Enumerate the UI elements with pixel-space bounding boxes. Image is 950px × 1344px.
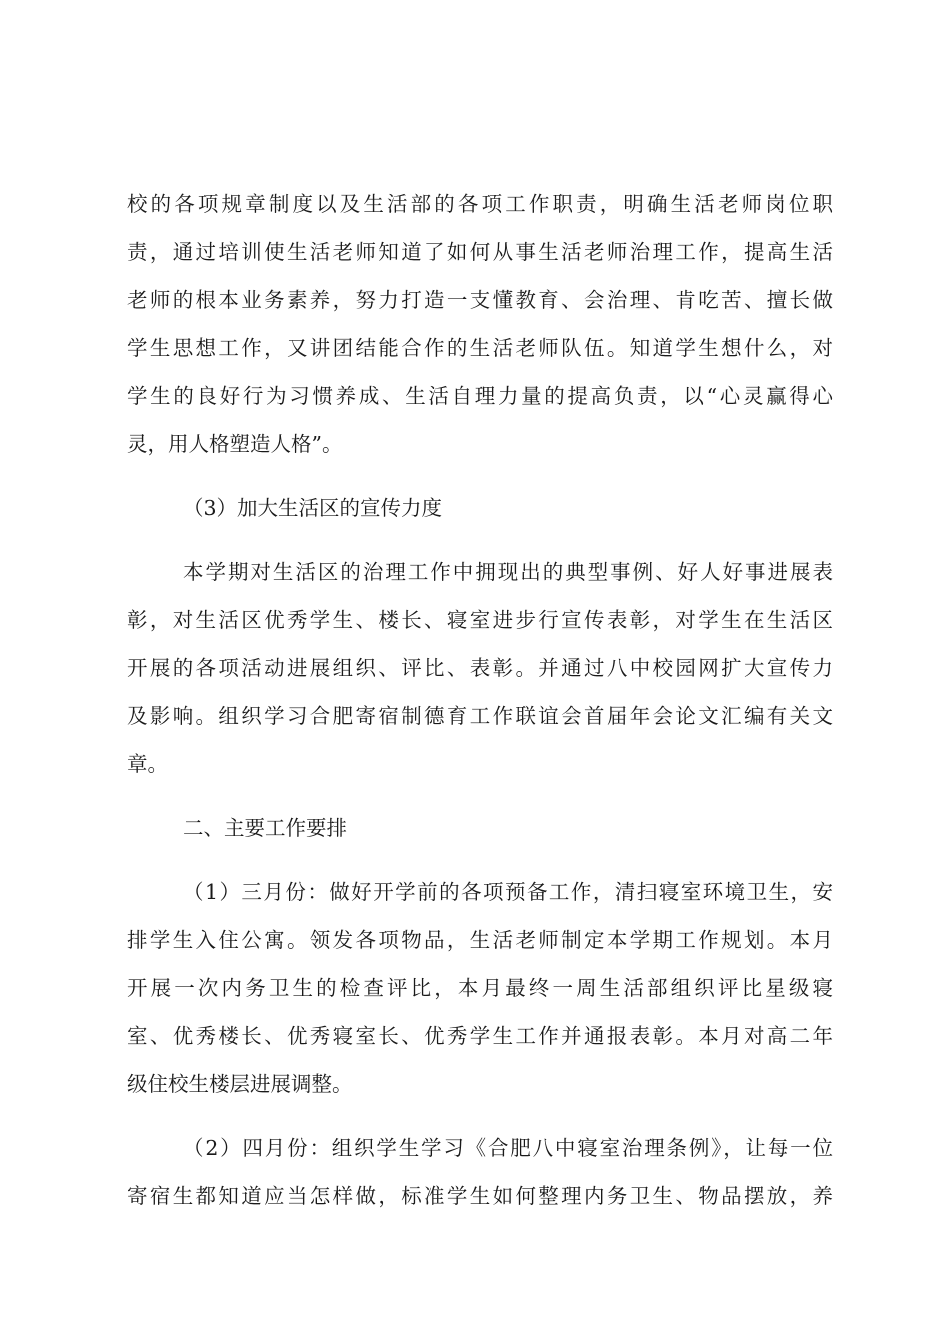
paragraph-publicity [127, 548, 833, 788]
text-line: 级住校生楼层进展调整。 [127, 1072, 353, 1096]
paragraph-spacer [127, 788, 833, 804]
heading-text: 二、主要工作要排 [183, 816, 347, 840]
text-line: 彰，对生活区优秀学生、楼长、寝室进步行宣传表彰，对学生在生活区 [127, 608, 833, 632]
text-line: 开展的各项活动进展组织、评比、表彰。并通过八中校园网扩大宣传力 [127, 656, 833, 680]
text-line: （1）三月份：做好开学前的各项预备工作，清扫寝室环境卫生，安 [183, 880, 833, 904]
text-line: 开展一次内务卫生的检查评比，本月最终一周生活部组织评比星级寝 [127, 976, 833, 1000]
text-line: 室、优秀楼长、优秀寝室长、优秀学生工作并通报表彰。本月对高二年 [127, 1024, 833, 1048]
paragraph-spacer [127, 532, 833, 548]
paragraph-april [127, 1124, 833, 1220]
text-line: 学生的良好行为习惯养成、生活自理力量的提高负责，以“心灵赢得心 [127, 384, 833, 408]
text-line: 校的各项规章制度以及生活部的各项工作职责，明确生活老师岗位职 [127, 192, 833, 216]
text-line: （2）四月份：组织学生学习《合肥八中寝室治理条例》，让每一位 [183, 1136, 833, 1160]
text-line: 寄宿生都知道应当怎样做，标准学生如何整理内务卫生、物品摆放，养 [127, 1184, 833, 1208]
text-line: 排学生入住公寓。领发各项物品，生活老师制定本学期工作规划。本月 [127, 928, 833, 952]
paragraph-spacer [127, 1108, 833, 1124]
text-line: 及影响。组织学习合肥寄宿制德育工作联谊会首届年会论文汇编有关文 [127, 704, 833, 728]
paragraph-spacer [127, 468, 833, 484]
section-heading-publicity [127, 484, 833, 532]
paragraph-spacer [127, 852, 833, 868]
paragraph-staff-training [127, 180, 833, 468]
document-body [127, 180, 833, 1220]
subheading-text: （3）加大生活区的宣传力度 [183, 496, 443, 520]
paragraph-march [127, 868, 833, 1108]
text-line: 责，通过培训使生活老师知道了如何从事生活老师治理工作，提高生活 [127, 240, 833, 264]
text-line: 灵，用人格塑造人格”。 [127, 432, 343, 456]
section-heading-main-work [127, 804, 833, 852]
text-line: 学生思想工作，又讲团结能合作的生活老师队伍。知道学生想什么，对 [127, 336, 833, 360]
text-line: 本学期对生活区的治理工作中拥现出的典型事例、好人好事进展表 [183, 560, 833, 584]
text-line: 老师的根本业务素养，努力打造一支懂教育、会治理、肯吃苦、擅长做 [127, 288, 833, 312]
text-line: 章。 [127, 752, 168, 776]
